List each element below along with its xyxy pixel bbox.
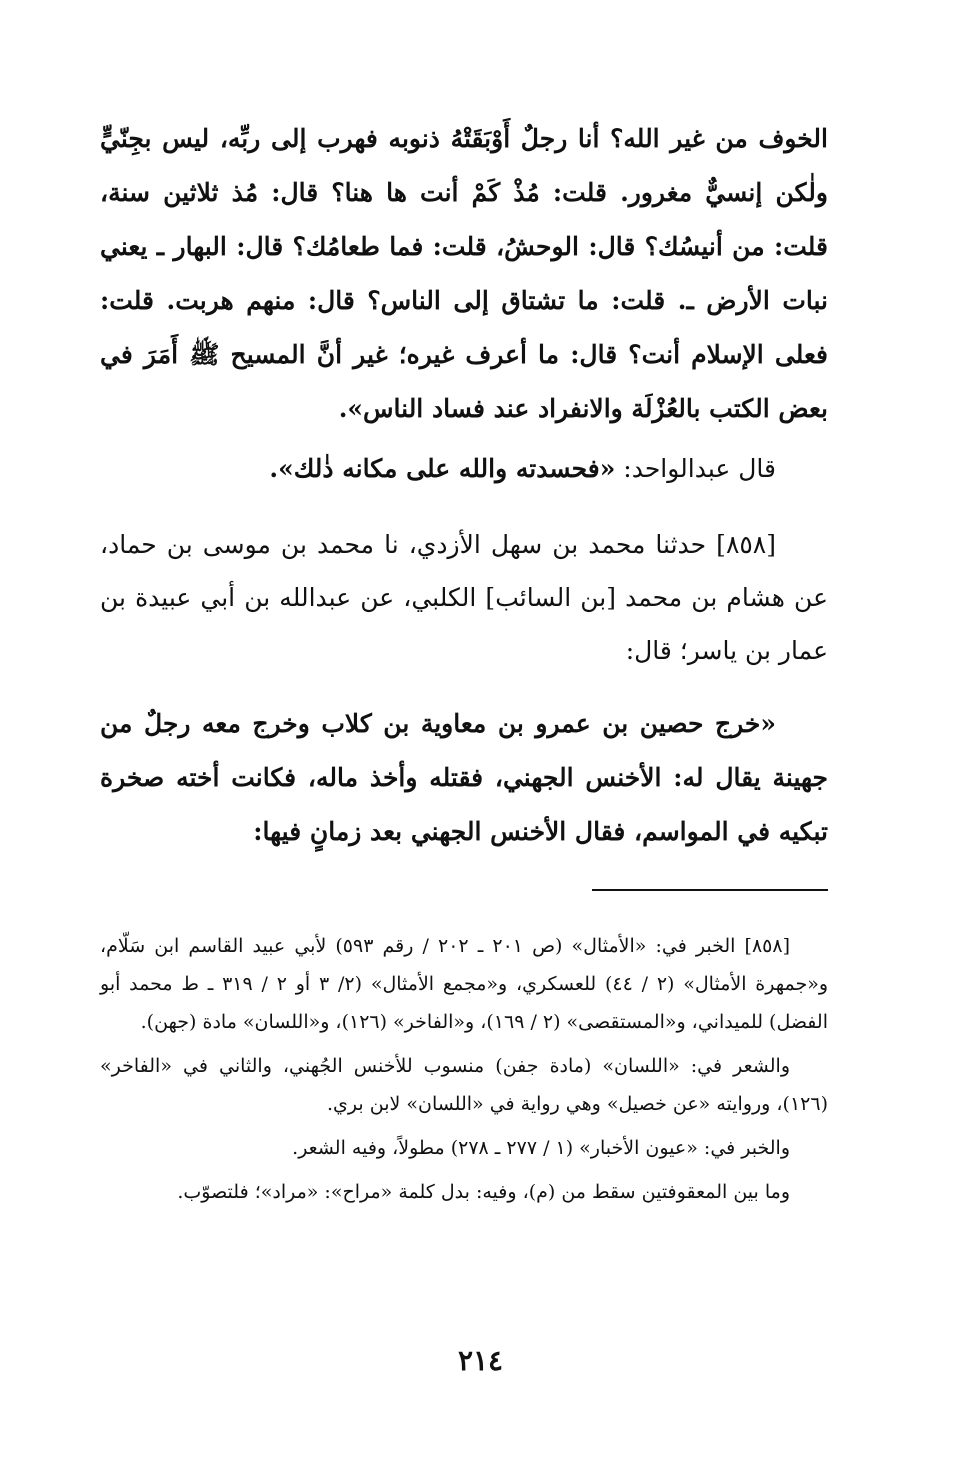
abdulwahid-prefix: قال عبدالواحد: <box>615 454 776 483</box>
paragraph-isnad-858: [٨٥٨] حدثنا محمد بن سهل الأزدي، نا محمد بن موسى بن حماد، عن هشام بن محمد [بن السائب] الكلبي، عن عبدالله بن أبي عبيدة بن عمار بن ياسر؛ قال: <box>100 530 828 665</box>
abdulwahid-quote: «فحسدته والله على مكانه ذٰلك». <box>269 454 616 483</box>
page-body <box>100 112 828 1217</box>
main-text <box>100 112 828 859</box>
footnote-separator <box>592 889 828 891</box>
footnote-brackets: وما بين المعقوفتين سقط من (م)، وفيه: بدل كلمة «مراح»: «مراد»؛ فلتصوّب. <box>177 1181 790 1203</box>
footnote-uyun: والخبر في: «عيون الأخبار» (١ / ٢٧٧ ـ ٢٧٨) مطولاً، وفيه الشعر. <box>292 1137 790 1159</box>
footnotes <box>100 927 828 1211</box>
paragraph-dialogue: الخوف من غير الله؟ أنا رجلٌ أَوْبَقَتْهُ ذنوبه فهرب إلى ربِّه، ليس بجِنّيٍّ ولٰكن إنسيٌّ مغرور. قلت: مُذْ كَمْ أنت ها هنا؟ قال: مُذ ثلاثين سنة، قلت: من أنيسُك؟ قال: الوحشُ، قلت: فما طعامُك؟ قال: البهار ـ يعني نبات الأرض ـ. قلت: ما تشتاق إلى الناس؟ قال: منهم هربت. قلت: فعلى الإسلام أنت؟ قال: ما أعرف غيره؛ غير أنَّ المسيح ﷺ أَمَرَ في بعض الكتب بالعُزْلَة والانفراد عند فساد الناس». <box>100 124 828 423</box>
footnote-poetry: والشعر في: «اللسان» (مادة جفن) منسوب للأخنس الجُهني، والثاني في «الفاخر» (١٢٦)، وروايته «عن خصيل» وهي رواية في «اللسان» لابن بري. <box>100 1055 828 1115</box>
paragraph-abdulwahid <box>100 442 828 496</box>
paragraph-story: «خرج حصين بن عمرو بن معاوية بن كلاب وخرج معه رجلٌ من جهينة يقال له: الأخنس الجهني، فقتله وأخذ ماله، فكانت أخته صخرة تبكيه في المواسم، فقال الأخنس الجهني بعد زمانٍ فيها: <box>100 709 828 846</box>
footnote-source: [٨٥٨] الخبر في: «الأمثال» (ص ٢٠١ ـ ٢٠٢ / رقم ٥٩٣) لأبي عبيد القاسم ابن سَلّام، و«جمهرة الأمثال» (٢ / ٤٤) للعسكري، و«مجمع الأمثال» (٢/ ٣ أو ٢ / ٣١٩ ـ ط محمد أبو الفضل) للميداني، و«المستقصى» (٢ / ١٦٩)، و«الفاخر» (١٢٦)، و«اللسان» مادة (جهن). <box>100 935 828 1033</box>
page-number: ٢١٤ <box>457 1344 504 1377</box>
